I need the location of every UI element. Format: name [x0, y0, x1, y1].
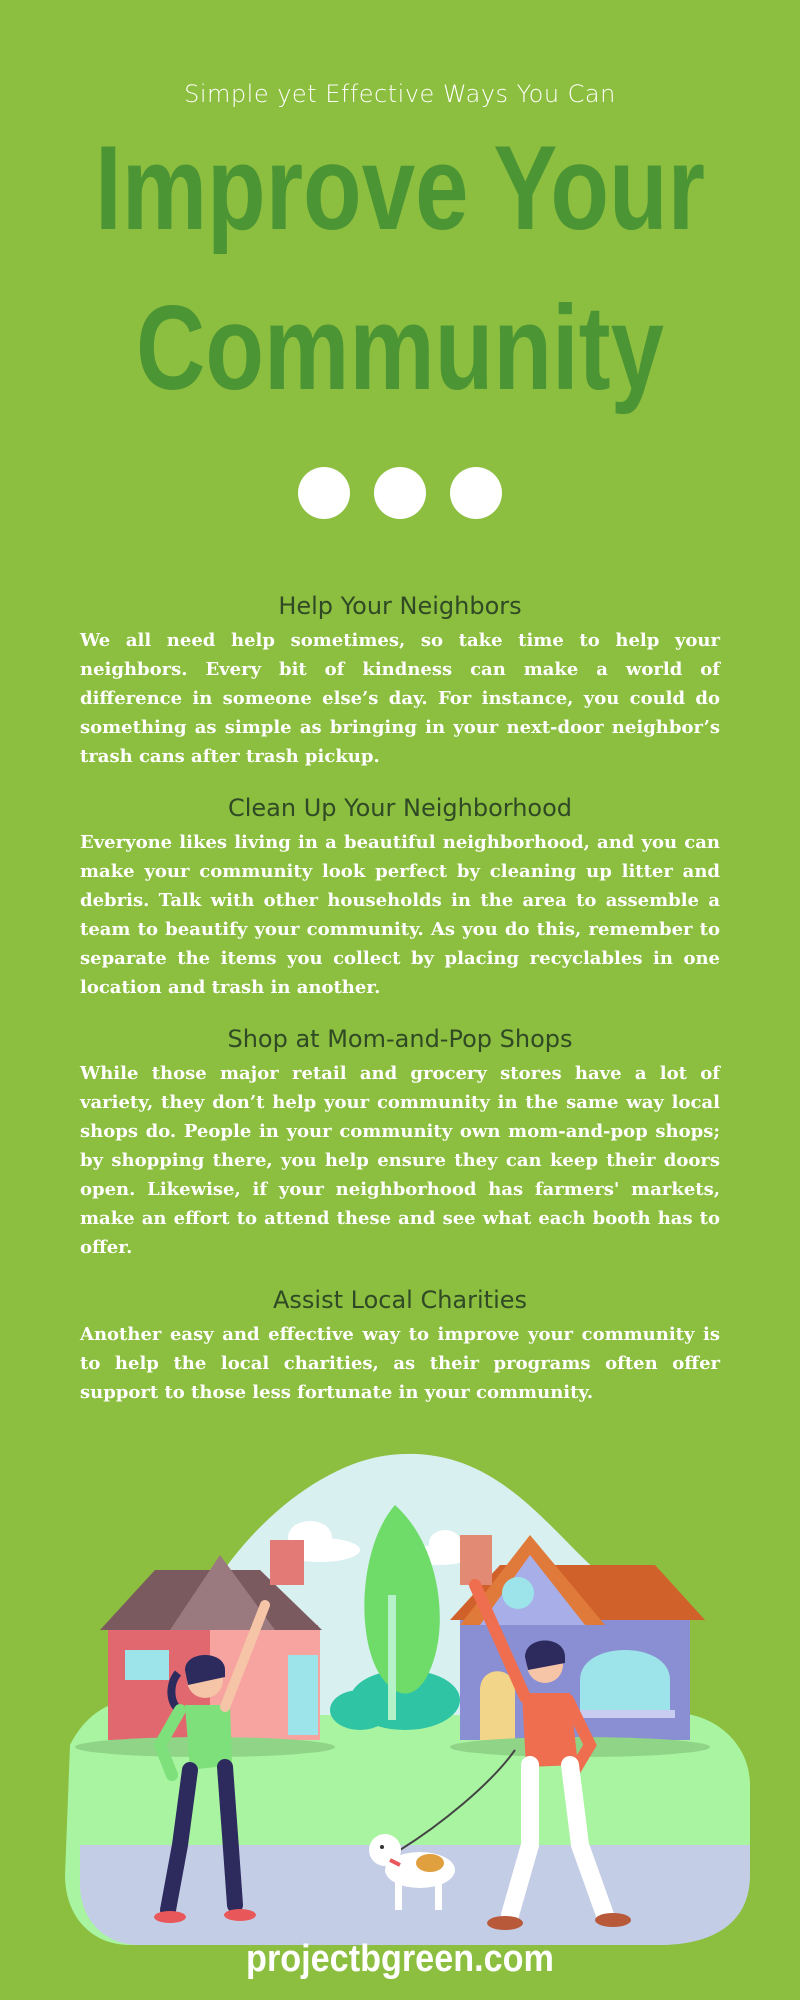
page-title-line-2: Community	[136, 281, 664, 415]
subtitle: Simple yet Effective Ways You Can	[184, 80, 616, 108]
decorative-dots	[0, 467, 800, 519]
section-heading: Assist Local Charities	[272, 1286, 528, 1314]
section-heading: Help Your Neighbors	[278, 592, 522, 620]
section-body: Everyone likes living in a beautiful neighborhood, and you can make your community look perfect by cleaning up litter and debris. Talk with other households in the area to assemble a team to beautify your community. As you do this, remember to separate the items you collect by placing recyclables in one location and trash in another.	[80, 832, 720, 998]
section-local-shops	[80, 1025, 720, 1262]
neighbors-waving-scene-icon	[60, 1445, 770, 1955]
section-local-charities	[80, 1286, 720, 1407]
footer-website: projectbgreen.com	[246, 1938, 554, 1980]
section-help-neighbors	[80, 592, 720, 771]
section-heading: Shop at Mom-and-Pop Shops	[227, 1025, 573, 1053]
page-title-line-1: Improve Your	[95, 121, 705, 255]
dot-icon	[450, 467, 502, 519]
section-clean-up	[80, 794, 720, 1002]
section-body: We all need help sometimes, so take time to help your neighbors. Every bit of kindness can make a world of difference in someone else’s day. For instance, you could do something as simple as bringing in your next-door neighbor’s trash cans after trash pickup.	[80, 630, 720, 767]
dot-icon	[298, 467, 350, 519]
section-body: While those major retail and grocery stores have a lot of variety, they don’t help your community in the same way local shops do. People in your community own mom-and-pop shops; by shopping there, you help ensure they can keep their doors open. Likewise, if your neighborhood has farmers' markets, make an effort to attend these and see what each booth has to offer.	[80, 1063, 720, 1258]
dot-icon	[374, 467, 426, 519]
section-body: Another easy and effective way to improve your community is to help the local charities, as their programs often offer support to those less fortunate in your community.	[80, 1324, 720, 1403]
section-heading: Clean Up Your Neighborhood	[227, 794, 573, 822]
